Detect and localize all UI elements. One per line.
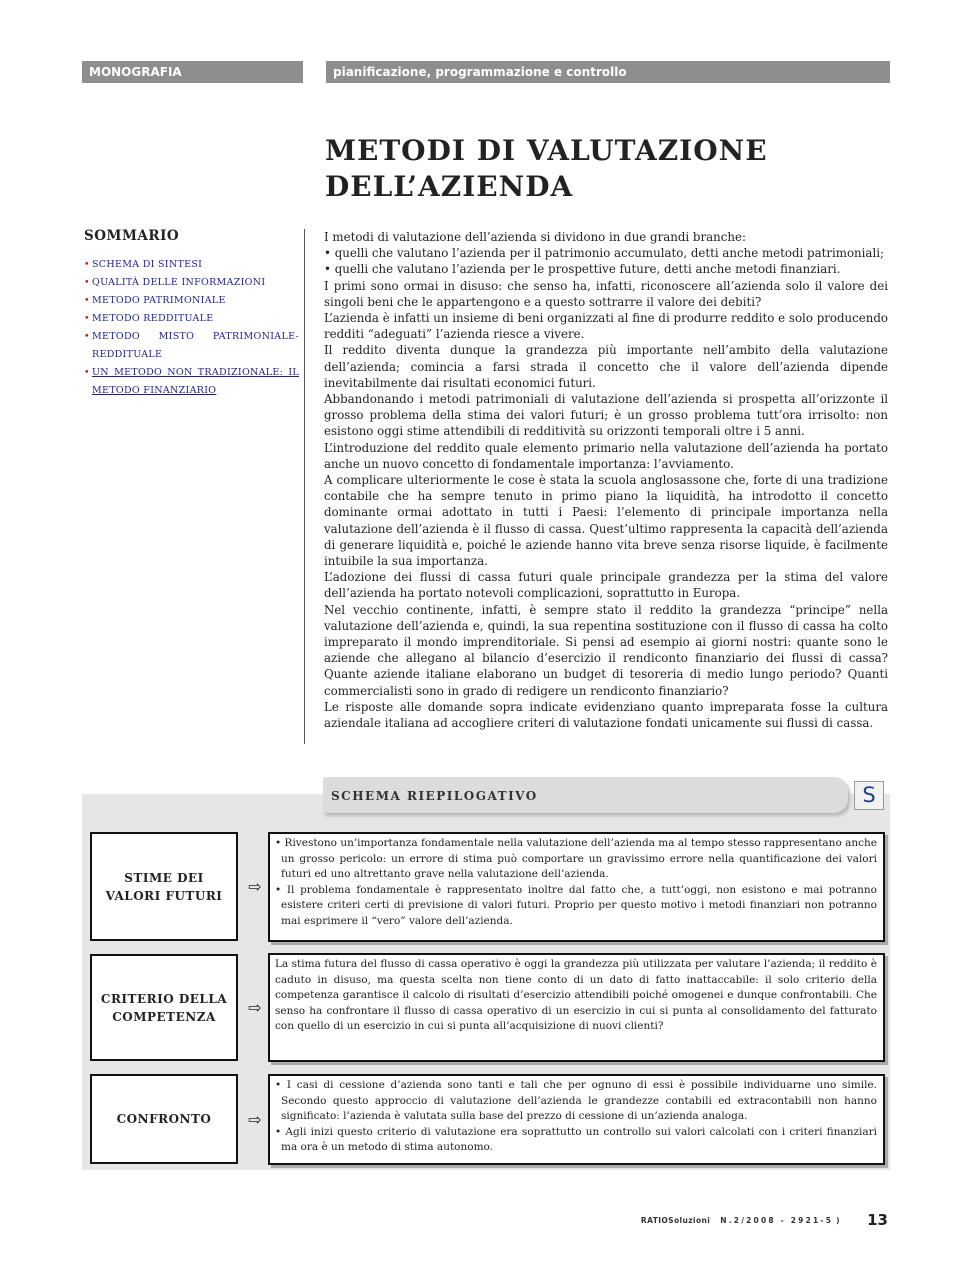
sommario-link-metodo-reddituale[interactable]: • METODO REDDITUALE <box>84 310 299 328</box>
schema-badge-icon: S <box>854 781 884 810</box>
title-line-1: METODI DI VALUTAZIONE <box>325 134 768 167</box>
schema-row-label: CRITERIO DELLA COMPETENZA <box>90 954 238 1061</box>
schema-title: SCHEMA RIEPILOGATIVO <box>323 777 848 813</box>
paragraph: L’azienda è infatti un insieme di beni organizzati al fine di produrre reddito e solo producendo redditi “adeguati” l’azienda riesce a vivere. <box>324 311 888 342</box>
paragraph: • quelli che valutano l’azienda per il patrimonio accumulato, detti anche metodi patrimoniali; <box>324 246 884 261</box>
right-arrow-icon: ⇨ <box>248 998 262 1017</box>
sommario-list <box>84 256 299 400</box>
sommario-heading: SOMMARIO <box>84 228 180 244</box>
sommario-link-metodo-finanziario[interactable]: • UN METODO NON TRADIZIONALE: IL METODO FINANZIARIO <box>84 364 299 400</box>
paragraph: L’introduzione del reddito quale elemento primario nella valutazione dell’azienda ha portato anche un nuovo concetto di fondamentale importanza: l’avviamento. <box>324 440 888 471</box>
footer-issue: N.2/2008 - 2921-5 <box>720 1216 834 1225</box>
paragraph: • quelli che valutano l’azienda per le prospettive future, detti anche metodi finanziari. <box>324 262 841 277</box>
paragraph: Abbandonando i metodi patrimoniali di valutazione dell’azienda si prospetta all’orizzonte il grosso problema della stima dei valori futuri; è un grosso problema tutt’ora irrisolto: non esistono oggi stime attendibili di redditività su orizzonti temporali oltre i 5 anni. <box>324 392 888 439</box>
sommario-link-metodo-patrimoniale[interactable]: • METODO PATRIMONIALE <box>84 292 299 310</box>
page-number: 13 <box>867 1211 888 1229</box>
schema-row-item: • I casi di cessione d’azienda sono tanti e tali che per ognuno di essi è possibile individuarne uno simile. Secondo questo approccio di valutazione dell’azienda le grandezze contabili ed extracontabili non hanno significato: l’azienda è valutata sulla base del prezzo di cessione di un’azienda analoga. <box>275 1079 877 1122</box>
section-label: MONOGRAFIA <box>82 61 303 83</box>
paragraph: Nel vecchio continente, infatti, è sempre stato il reddito la grandezza “principe” nella valutazione dell’azienda e, quindi, la sua repentina sostituzione con il flusso di cassa ha colto impreparato il mondo imprenditoriale. Si pensi ad esempio ai giorni nostri: quante sono le aziende che allegano al bilancio d’esercizio il rendiconto finanziario dei flussi di cassa? Quante aziende italiane elaborano un budget di tesoreria di medio lungo periodo? Quanti commercialisti sono in grado di redigere un rendiconto finanziario? <box>324 602 888 698</box>
schema-row-item: • Agli inizi questo criterio di valutazione era soprattutto un controllo sui valori calcolati con i criteri finanziari ma ora è un metodo di stima autonomo. <box>275 1125 877 1153</box>
schema-row-item: • Rivestono un’importanza fondamentale nella valutazione dell’azienda ma al tempo stesso rappresentano anche un grosso pericolo: un errore di stima può comportare un gravissimo errore nella quantificazione dei valori futuri ed uno altrettanto grave nella valutazione dell’azienda. <box>275 837 877 880</box>
sommario-link-metodo-misto[interactable]: • METODO MISTO PATRIMONIALE-REDDITUALE <box>84 328 299 364</box>
schema-row-content <box>268 1074 885 1165</box>
schema-row-item: La stima futura del flusso di cassa operativo è oggi la grandezza più utilizzata per valutare l’azienda; il reddito è caduto in disuso, ma questa scelta non tiene conto di un dato di fatto inattaccabile: il solo criterio della competenza garantisce il calcolo di risultati d’esercizio attendibili poiché omogenei e dunque confrontabili. Che senso ha confrontare il flusso di cassa operativo di un esercizio in cui si punta al consolidamento del fatturato con quello di un esercizio in cui si punta all’acquisizione di nuovi clienti? <box>275 958 877 1032</box>
paragraph: A complicare ulteriormente le cose è stata la scuola anglosassone che, forte di una tradizione contabile che ha sempre tenuto in primo piano la liquidità, ha introdotto il concetto dominante ormai adottato in tutti i Paesi: l’elemento di principale importanza nella valutazione dell’azienda è il flusso di cassa. Quest’ultimo rappresenta la capacità dell’azienda di generare liquidità e, poiché le aziende hanno vita breve senza risorse liquide, è facilmente intuibile la sua importanza. <box>324 473 888 569</box>
right-arrow-icon: ⇨ <box>248 1110 262 1129</box>
schema-row-label: CONFRONTO <box>90 1074 238 1164</box>
schema-row-content <box>268 832 885 942</box>
paragraph: I primi sono ormai in disuso: che senso ha, infatti, riconoscere all’azienda solo il valore dei singoli beni che le appartengono e a questo sottrarre il valore dei debiti? <box>324 278 888 309</box>
sommario-link-schema-sintesi[interactable]: • SCHEMA DI SINTESI <box>84 256 299 274</box>
footer-publication: RATIOSoluzioni <box>640 1216 711 1225</box>
paragraph: Il reddito diventa dunque la grandezza più importante nell’ambito della valutazione dell’azienda; comincia a farsi strada il concetto che il valore dell’azienda dipende inevitabilmente dai risultati economici futuri. <box>324 343 888 390</box>
sommario <box>84 228 299 400</box>
paragraph: L’adozione dei flussi di cassa futuri quale principale grandezza per la stima del valore dell’azienda ha portato notevoli complicazioni, soprattutto in Europa. <box>324 570 888 601</box>
right-arrow-icon: ⇨ <box>248 877 262 896</box>
page-title <box>325 133 885 205</box>
schema-row-content <box>268 953 885 1062</box>
topic-label: pianificazione, programmazione e controllo <box>326 61 890 83</box>
schema-row-label: STIME DEI VALORI FUTURI <box>90 832 238 941</box>
article-body <box>324 229 888 731</box>
title-line-2: DELL’AZIENDA <box>325 170 574 203</box>
sommario-link-qualita-informazioni[interactable]: • QUALITÀ DELLE INFORMAZIONI <box>84 274 299 292</box>
schema-row-item: • Il problema fondamentale è rappresentato inoltre dal fatto che, a tutt’oggi, non esistono e mai potranno esistere criteri certi di previsione di valori futuri. Proprio per questo motivo i metodi finanziari non potranno mai esprimere il “vero” valore dell’azienda. <box>275 883 877 927</box>
paragraph: I metodi di valutazione dell’azienda si dividono in due grandi branche: <box>324 230 746 244</box>
paragraph: Le risposte alle domande sopra indicate evidenziano quanto impreparata fosse la cultura aziendale italiana ad accogliere criteri di valutazione fondati unicamente sui flussi di cassa. <box>324 699 888 731</box>
footer-brand: RATIOSoluzioni N.2/2008 - 2921-5 ) <box>640 1216 840 1225</box>
column-divider <box>304 229 305 744</box>
